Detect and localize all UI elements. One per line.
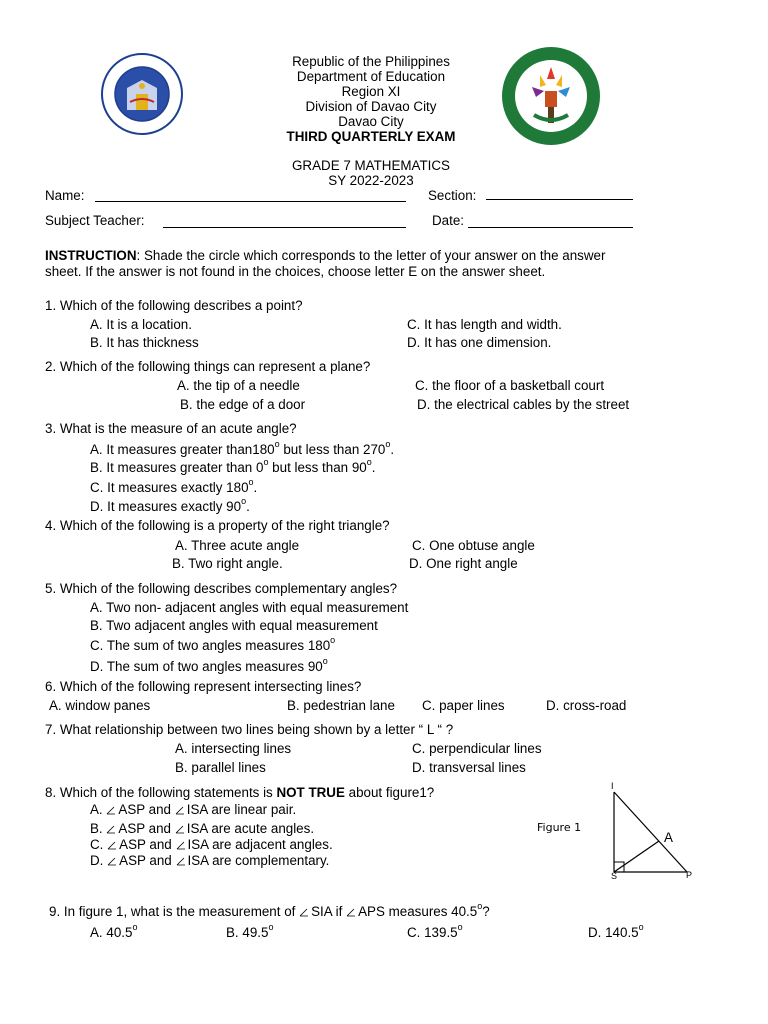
exam-title: THIRD QUARTERLY EXAM bbox=[286, 129, 456, 144]
q3-choice-c bbox=[90, 477, 258, 495]
q8-choice-a bbox=[90, 802, 296, 817]
q9-b-text: B. 49.5 bbox=[226, 925, 269, 940]
q1-choice-c: C. It has length and width. bbox=[407, 317, 562, 332]
q3-b-text-2: but less than 90 bbox=[268, 460, 367, 475]
q9-a-text: A. 40.5 bbox=[90, 925, 133, 940]
q2-choice-d: D. the electrical cables by the street bbox=[417, 397, 630, 412]
q5-question: 5. Which of the following describes complementary angles? bbox=[45, 581, 398, 596]
q3-a-text-1: A. It measures greater than180 bbox=[90, 442, 275, 457]
q6-choice-a: A. window panes bbox=[49, 698, 151, 713]
q3-choice-b bbox=[90, 457, 376, 475]
header-line-deped: Department of Education bbox=[296, 69, 446, 84]
q8-d-post: ISA are complementary. bbox=[187, 853, 330, 868]
q6-choice-c: C. paper lines bbox=[422, 698, 505, 713]
teacher-field[interactable] bbox=[163, 227, 406, 228]
subject-title: GRADE 7 MATHEMATICS bbox=[292, 158, 450, 173]
section-label: Section: bbox=[428, 188, 477, 203]
q4-question: 4. Which of the following is a property of the right triangle? bbox=[45, 518, 390, 533]
q5-choice-a: A. Two non- adjacent angles with equal measurement bbox=[90, 600, 409, 615]
figure1-label-i: I bbox=[611, 781, 614, 791]
degree-symbol: o bbox=[241, 496, 247, 506]
q3-question: 3. What is the measure of an acute angle? bbox=[45, 421, 297, 436]
q8-b-post: ISA are acute angles. bbox=[186, 821, 315, 836]
degree-symbol: o bbox=[330, 635, 336, 645]
q8-question-post: about figure1? bbox=[344, 785, 435, 800]
degree-symbol: o bbox=[366, 457, 372, 467]
q1-choice-a: A. It is a location. bbox=[90, 317, 192, 332]
instruction-label: INSTRUCTION bbox=[45, 248, 137, 263]
q2-choice-c: C. the floor of a basketball court bbox=[415, 378, 605, 393]
q5-d-text: D. The sum of two angles measures 90 bbox=[90, 659, 323, 674]
q1-choice-b: B. It has thickness bbox=[90, 335, 199, 350]
q6-question: 6. Which of the following represent intersecting lines? bbox=[45, 679, 362, 694]
date-field[interactable] bbox=[468, 227, 633, 228]
q8-b-mid: ASP and bbox=[118, 821, 172, 836]
header-line-region: Region XI bbox=[341, 84, 401, 99]
q4-choice-c: C. One obtuse angle bbox=[412, 538, 535, 553]
q9-q-post: APS measures 40.5 bbox=[358, 904, 478, 919]
q7-choice-a: A. intersecting lines bbox=[175, 741, 292, 756]
angle-icon bbox=[176, 841, 186, 850]
q2-choice-b: B. the edge of a door bbox=[180, 397, 306, 412]
degree-symbol: o bbox=[248, 477, 254, 487]
degree-symbol: o bbox=[268, 922, 274, 932]
q7-choice-b: B. parallel lines bbox=[175, 760, 266, 775]
q8-question-pre: 8. Which of the following statements is bbox=[45, 785, 277, 800]
angle-icon bbox=[175, 806, 185, 815]
q3-d-text-1: D. It measures exactly 90 bbox=[90, 499, 242, 514]
q1-choice-d: D. It has one dimension. bbox=[407, 335, 552, 350]
q8-d-letter: D. bbox=[90, 853, 104, 868]
q8-a-mid: ASP and bbox=[118, 802, 172, 817]
name-field[interactable] bbox=[95, 201, 406, 202]
q3-c-text-1: C. It measures exactly 180 bbox=[90, 480, 249, 495]
school-year: SY 2022-2023 bbox=[328, 173, 414, 188]
teacher-label: Subject Teacher: bbox=[45, 213, 145, 228]
angle-icon bbox=[176, 857, 186, 866]
q4-choice-b: B. Two right angle. bbox=[172, 556, 283, 571]
q9-d-text: D. 140.5 bbox=[588, 925, 639, 940]
q3-c-text-2: . bbox=[253, 480, 258, 495]
name-label: Name: bbox=[45, 188, 85, 203]
degree-symbol: o bbox=[263, 457, 269, 467]
degree-symbol: o bbox=[477, 901, 483, 911]
degree-symbol: o bbox=[132, 922, 138, 932]
angle-icon bbox=[299, 908, 309, 917]
header-line-division: Division of Davao City bbox=[305, 99, 437, 114]
instruction-line-1 bbox=[45, 248, 605, 263]
q8-d-mid: ASP and bbox=[119, 853, 172, 868]
q8-c-post: ISA are adjacent angles. bbox=[187, 837, 333, 852]
figure1-triangle bbox=[607, 784, 697, 884]
angle-icon bbox=[106, 825, 116, 834]
q9-choice-a bbox=[90, 922, 138, 940]
q6-choice-d: D. cross-road bbox=[546, 698, 627, 713]
date-label: Date: bbox=[432, 213, 465, 228]
q8-a-post: ISA are linear pair. bbox=[186, 802, 297, 817]
degree-symbol: o bbox=[322, 656, 328, 666]
q9-q-mid: SIA if bbox=[311, 904, 343, 919]
q5-choice-c bbox=[90, 635, 336, 653]
q8-a-letter: A. bbox=[90, 802, 103, 817]
q9-q-end: ? bbox=[482, 904, 490, 919]
q3-choice-d bbox=[90, 496, 250, 514]
header-line-republic: Republic of the Philippines bbox=[292, 54, 450, 69]
figure1-label-s: S bbox=[611, 871, 618, 881]
q2-choice-a: A. the tip of a needle bbox=[177, 378, 300, 393]
angle-icon bbox=[106, 806, 116, 815]
q9-c-text: C. 139.5 bbox=[407, 925, 458, 940]
instruction-text-1: : Shade the circle which corresponds to the letter of your answer on the answer bbox=[136, 248, 606, 263]
q6-choice-b: B. pedestrian lane bbox=[287, 698, 395, 713]
q3-a-text-2: but less than 270 bbox=[279, 442, 386, 457]
q8-choice-d bbox=[90, 853, 329, 868]
q8-c-letter: C. bbox=[90, 837, 104, 852]
q3-d-text-2: . bbox=[246, 499, 250, 514]
q3-a-text-3: . bbox=[390, 442, 395, 457]
q5-c-text: C. The sum of two angles measures 180 bbox=[90, 638, 331, 653]
figure1-caption: Figure 1 bbox=[537, 821, 582, 834]
q5-choice-b: B. Two adjacent angles with equal measurement bbox=[90, 618, 378, 633]
q2-question: 2. Which of the following things can represent a plane? bbox=[45, 359, 371, 374]
angle-icon bbox=[107, 841, 117, 850]
q9-choice-c bbox=[407, 922, 463, 940]
q7-question: 7. What relationship between two lines being shown by a letter “ L “ ? bbox=[45, 722, 454, 737]
q1-question: 1. Which of the following describes a point? bbox=[45, 298, 303, 313]
davao-division-logo bbox=[500, 45, 602, 147]
q9-choice-d bbox=[588, 922, 644, 940]
q8-b-letter: B. bbox=[90, 821, 103, 836]
angle-icon bbox=[107, 857, 117, 866]
q9-choice-b bbox=[226, 922, 274, 940]
q5-choice-d bbox=[90, 656, 328, 674]
q9-question bbox=[49, 901, 490, 919]
angle-icon bbox=[346, 908, 356, 917]
degree-symbol: o bbox=[274, 439, 280, 449]
q9-q-pre: 9. In figure 1, what is the measurement of bbox=[49, 904, 296, 919]
degree-symbol: o bbox=[385, 439, 391, 449]
q8-choice-c bbox=[90, 837, 333, 852]
figure1-label-a: A bbox=[664, 830, 673, 845]
header-line-city: Davao City bbox=[338, 114, 404, 129]
q8-choice-b bbox=[90, 821, 314, 836]
degree-symbol: o bbox=[638, 922, 644, 932]
degree-symbol: o bbox=[457, 922, 463, 932]
figure1-label-p: P bbox=[686, 870, 693, 880]
instruction-line-2: sheet. If the answer is not found in the choices, choose letter E on the answer sheet. bbox=[45, 264, 546, 279]
q8-question-bold: NOT TRUE bbox=[276, 785, 345, 800]
q4-choice-a: A. Three acute angle bbox=[175, 538, 300, 553]
q3-b-text-1: B. It measures greater than 0 bbox=[90, 460, 264, 475]
q7-choice-c: C. perpendicular lines bbox=[412, 741, 542, 756]
q7-choice-d: D. transversal lines bbox=[412, 760, 526, 775]
q8-c-mid: ASP and bbox=[119, 837, 172, 852]
q4-choice-d: D. One right angle bbox=[409, 556, 518, 571]
q3-b-text-3: . bbox=[371, 460, 376, 475]
q3-choice-a bbox=[90, 439, 395, 457]
section-field[interactable] bbox=[486, 199, 633, 200]
angle-icon bbox=[175, 825, 185, 834]
q8-question bbox=[45, 785, 434, 800]
